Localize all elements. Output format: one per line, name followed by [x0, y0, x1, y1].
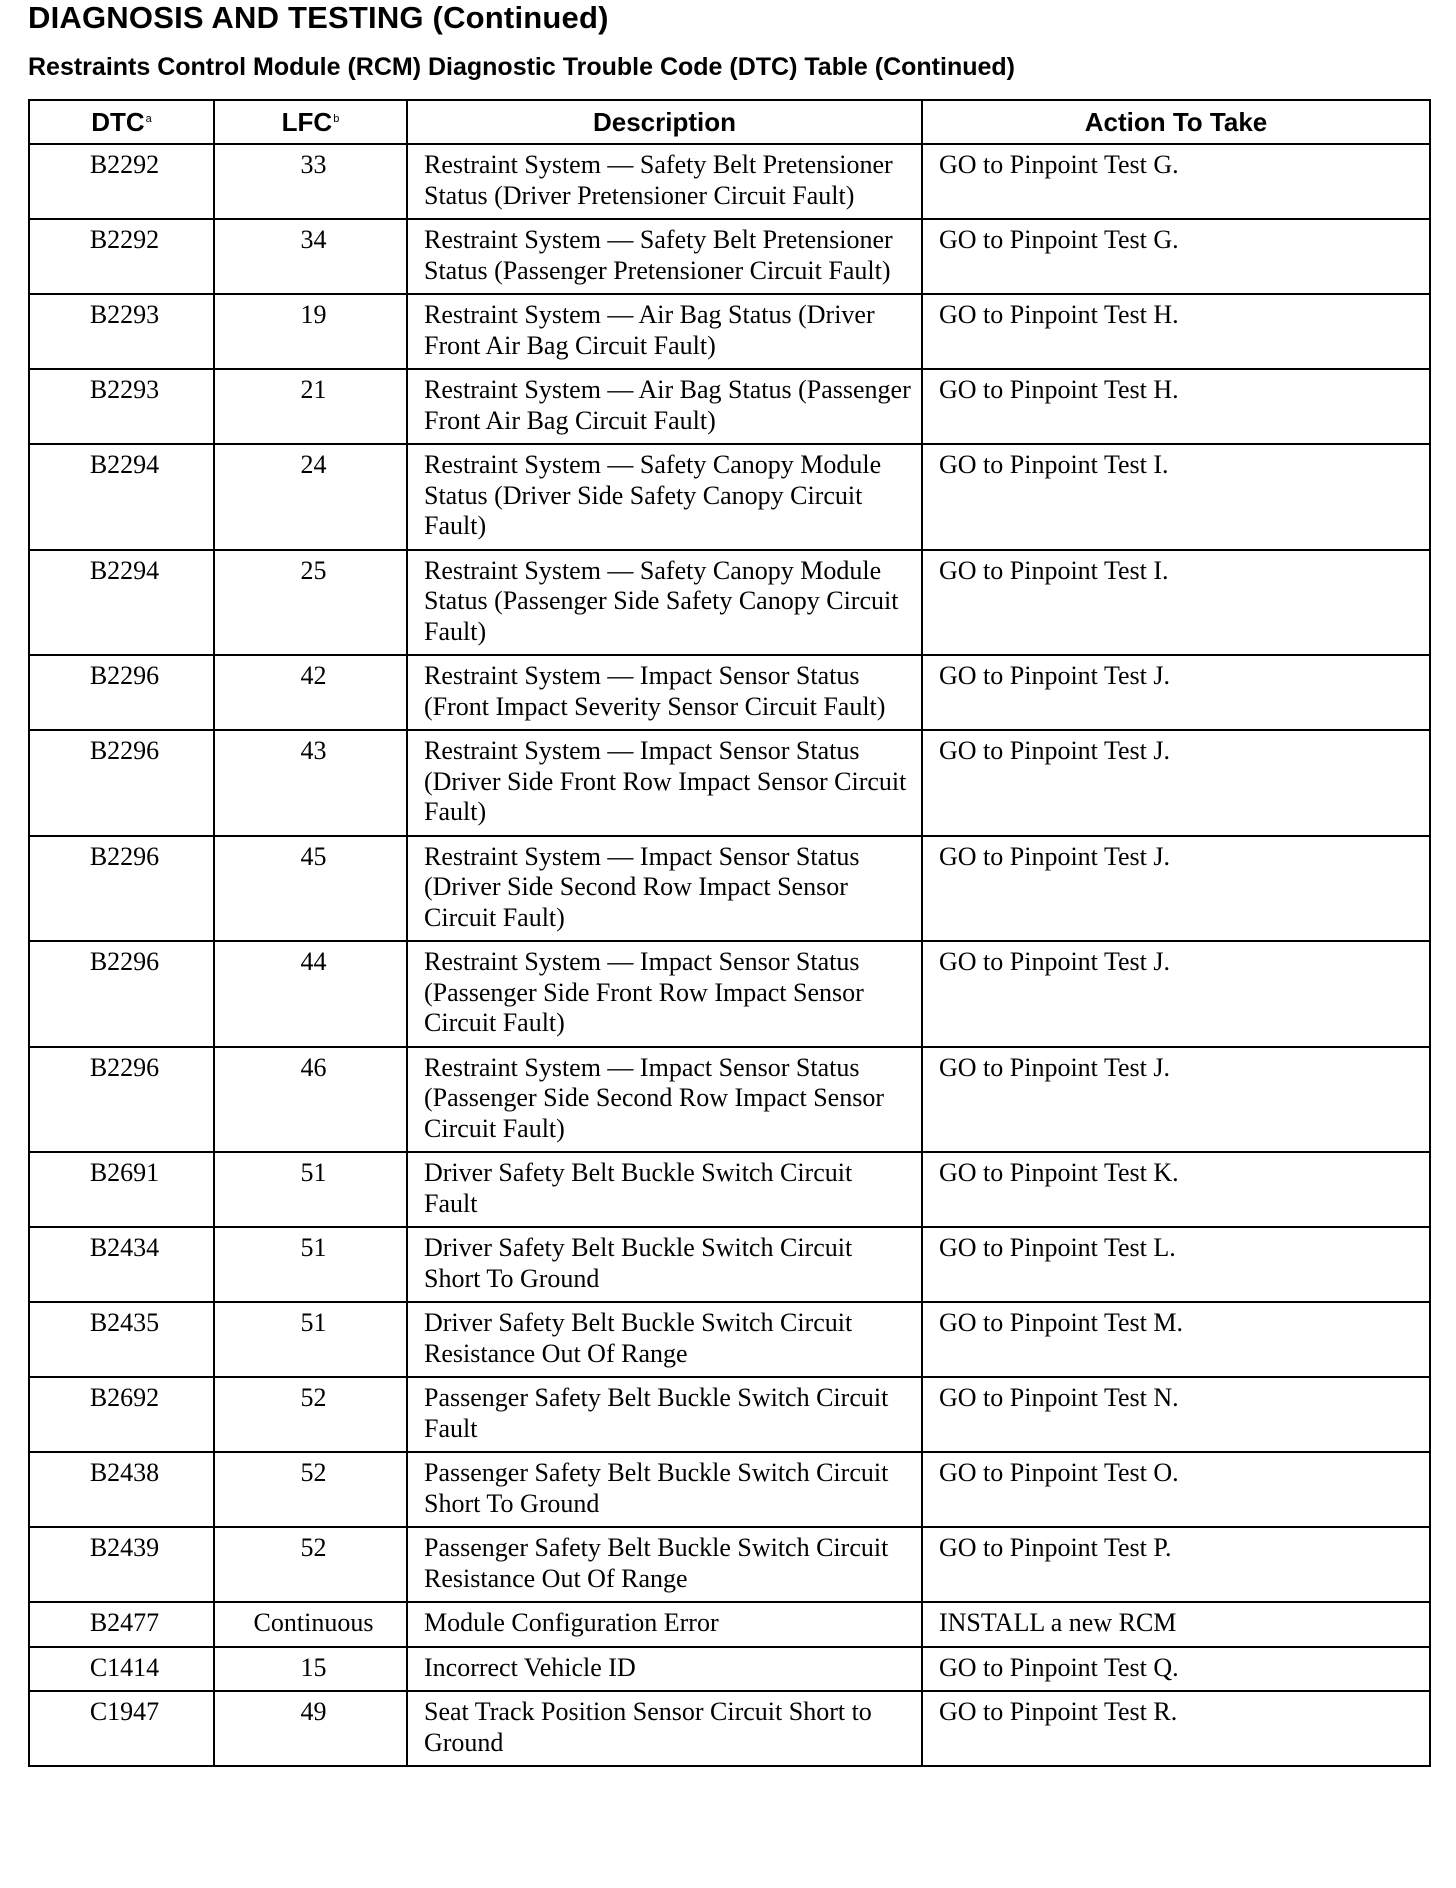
- action-cell: GO to Pinpoint Test J.: [922, 730, 1430, 836]
- dtc-cell: B2438: [29, 1452, 214, 1527]
- description-cell: Restraint System — Impact Sensor Status (Passenger Side Second Row Impact Sensor Circuit Fault): [407, 1047, 922, 1153]
- table-row: [29, 294, 1430, 369]
- lfc-cell: Continuous: [214, 1602, 407, 1647]
- action-cell: GO to Pinpoint Test J.: [922, 1047, 1430, 1153]
- description-cell: Passenger Safety Belt Buckle Switch Circuit Fault: [407, 1377, 922, 1452]
- column-header-dtc: DTC$^a$: [29, 100, 214, 144]
- table-title: Restraints Control Module (RCM) Diagnostic Trouble Code (DTC) Table (Continued): [28, 53, 1015, 81]
- dtc-cell: B2435: [29, 1302, 214, 1377]
- dtc-cell: B2296: [29, 655, 214, 730]
- action-cell: GO to Pinpoint Test O.: [922, 1452, 1430, 1527]
- dtc-cell: B2293: [29, 369, 214, 444]
- table-row: [29, 1377, 1430, 1452]
- table-row: [29, 219, 1430, 294]
- table-row: [29, 1302, 1430, 1377]
- table-row: [29, 730, 1430, 836]
- dtc-cell: B2296: [29, 1047, 214, 1153]
- lfc-cell: 52: [214, 1527, 407, 1602]
- action-cell: GO to Pinpoint Test H.: [922, 294, 1430, 369]
- lfc-cell: 52: [214, 1377, 407, 1452]
- footnote-marker: b: [333, 112, 340, 125]
- action-cell: GO to Pinpoint Test K.: [922, 1152, 1430, 1227]
- action-cell: GO to Pinpoint Test H.: [922, 369, 1430, 444]
- description-cell: Restraint System — Safety Belt Pretensioner Status (Passenger Pretensioner Circuit Fault): [407, 219, 922, 294]
- table-row: [29, 655, 1430, 730]
- dtc-cell: B2439: [29, 1527, 214, 1602]
- footnote-marker: a: [145, 112, 152, 125]
- dtc-cell: B2294: [29, 444, 214, 550]
- lfc-cell: 49: [214, 1691, 407, 1766]
- action-cell: GO to Pinpoint Test G.: [922, 144, 1430, 219]
- description-cell: Restraint System — Impact Sensor Status (Front Impact Severity Sensor Circuit Fault): [407, 655, 922, 730]
- table-row: [29, 836, 1430, 942]
- table-row: [29, 1152, 1430, 1227]
- lfc-cell: 25: [214, 550, 407, 656]
- table-row: [29, 144, 1430, 219]
- description-cell: Restraint System — Impact Sensor Status (Driver Side Front Row Impact Sensor Circuit Fault): [407, 730, 922, 836]
- description-cell: Restraint System — Air Bag Status (Passenger Front Air Bag Circuit Fault): [407, 369, 922, 444]
- action-cell: GO to Pinpoint Test I.: [922, 444, 1430, 550]
- action-cell: GO to Pinpoint Test J.: [922, 941, 1430, 1047]
- section-title: DIAGNOSIS AND TESTING (Continued): [28, 0, 609, 35]
- description-cell: Driver Safety Belt Buckle Switch Circuit Short To Ground: [407, 1227, 922, 1302]
- table-row: [29, 369, 1430, 444]
- action-cell: GO to Pinpoint Test G.: [922, 219, 1430, 294]
- lfc-cell: 45: [214, 836, 407, 942]
- lfc-cell: 43: [214, 730, 407, 836]
- lfc-cell: 52: [214, 1452, 407, 1527]
- document-page: [28, 0, 1428, 1757]
- lfc-cell: 19: [214, 294, 407, 369]
- description-cell: Driver Safety Belt Buckle Switch Circuit Fault: [407, 1152, 922, 1227]
- description-cell: Passenger Safety Belt Buckle Switch Circuit Short To Ground: [407, 1452, 922, 1527]
- description-cell: Restraint System — Impact Sensor Status (Passenger Side Front Row Impact Sensor Circuit Fault): [407, 941, 922, 1047]
- description-cell: Passenger Safety Belt Buckle Switch Circuit Resistance Out Of Range: [407, 1527, 922, 1602]
- lfc-cell: 21: [214, 369, 407, 444]
- table-row: [29, 1047, 1430, 1153]
- description-cell: Driver Safety Belt Buckle Switch Circuit Resistance Out Of Range: [407, 1302, 922, 1377]
- table-row: [29, 444, 1430, 550]
- lfc-cell: 15: [214, 1647, 407, 1692]
- lfc-cell: 24: [214, 444, 407, 550]
- table-header-row: [29, 100, 1430, 144]
- action-cell: GO to Pinpoint Test I.: [922, 550, 1430, 656]
- table-row: [29, 1647, 1430, 1692]
- action-cell: GO to Pinpoint Test Q.: [922, 1647, 1430, 1692]
- lfc-cell: 51: [214, 1152, 407, 1227]
- dtc-cell: B2296: [29, 730, 214, 836]
- description-cell: Restraint System — Safety Canopy Module Status (Driver Side Safety Canopy Circuit Fault): [407, 444, 922, 550]
- description-cell: Incorrect Vehicle ID: [407, 1647, 922, 1692]
- table-row: [29, 1452, 1430, 1527]
- description-cell: Seat Track Position Sensor Circuit Short to Ground: [407, 1691, 922, 1766]
- dtc-cell: B2294: [29, 550, 214, 656]
- lfc-cell: 51: [214, 1302, 407, 1377]
- table-row: [29, 1602, 1430, 1647]
- action-cell: INSTALL a new RCM: [922, 1602, 1430, 1647]
- dtc-cell: C1947: [29, 1691, 214, 1766]
- dtc-table: [28, 99, 1431, 1767]
- action-cell: GO to Pinpoint Test J.: [922, 836, 1430, 942]
- description-cell: Restraint System — Impact Sensor Status (Driver Side Second Row Impact Sensor Circuit Fault): [407, 836, 922, 942]
- dtc-cell: B2292: [29, 144, 214, 219]
- action-cell: GO to Pinpoint Test N.: [922, 1377, 1430, 1452]
- lfc-cell: 42: [214, 655, 407, 730]
- action-cell: GO to Pinpoint Test R.: [922, 1691, 1430, 1766]
- table-body: [29, 144, 1430, 1766]
- lfc-cell: 51: [214, 1227, 407, 1302]
- lfc-cell: 33: [214, 144, 407, 219]
- dtc-cell: B2296: [29, 941, 214, 1047]
- dtc-cell: B2692: [29, 1377, 214, 1452]
- dtc-cell: B2477: [29, 1602, 214, 1647]
- action-cell: GO to Pinpoint Test L.: [922, 1227, 1430, 1302]
- column-header-description: Description: [407, 100, 922, 144]
- dtc-cell: B2434: [29, 1227, 214, 1302]
- dtc-cell: B2691: [29, 1152, 214, 1227]
- column-header-lfc: LFC$^b$: [214, 100, 407, 144]
- lfc-cell: 34: [214, 219, 407, 294]
- action-cell: GO to Pinpoint Test J.: [922, 655, 1430, 730]
- lfc-cell: 44: [214, 941, 407, 1047]
- table-row: [29, 1227, 1430, 1302]
- table-row: [29, 1691, 1430, 1766]
- dtc-cell: B2296: [29, 836, 214, 942]
- dtc-cell: B2292: [29, 219, 214, 294]
- table-row: [29, 550, 1430, 656]
- table-row: [29, 1527, 1430, 1602]
- dtc-cell: C1414: [29, 1647, 214, 1692]
- description-cell: Module Configuration Error: [407, 1602, 922, 1647]
- action-cell: GO to Pinpoint Test P.: [922, 1527, 1430, 1602]
- description-cell: Restraint System — Air Bag Status (Driver Front Air Bag Circuit Fault): [407, 294, 922, 369]
- description-cell: Restraint System — Safety Belt Pretensioner Status (Driver Pretensioner Circuit Fault): [407, 144, 922, 219]
- dtc-cell: B2293: [29, 294, 214, 369]
- table-row: [29, 941, 1430, 1047]
- action-cell: GO to Pinpoint Test M.: [922, 1302, 1430, 1377]
- lfc-cell: 46: [214, 1047, 407, 1153]
- description-cell: Restraint System — Safety Canopy Module Status (Passenger Side Safety Canopy Circuit Fault): [407, 550, 922, 656]
- column-header-action: Action To Take: [922, 100, 1430, 144]
